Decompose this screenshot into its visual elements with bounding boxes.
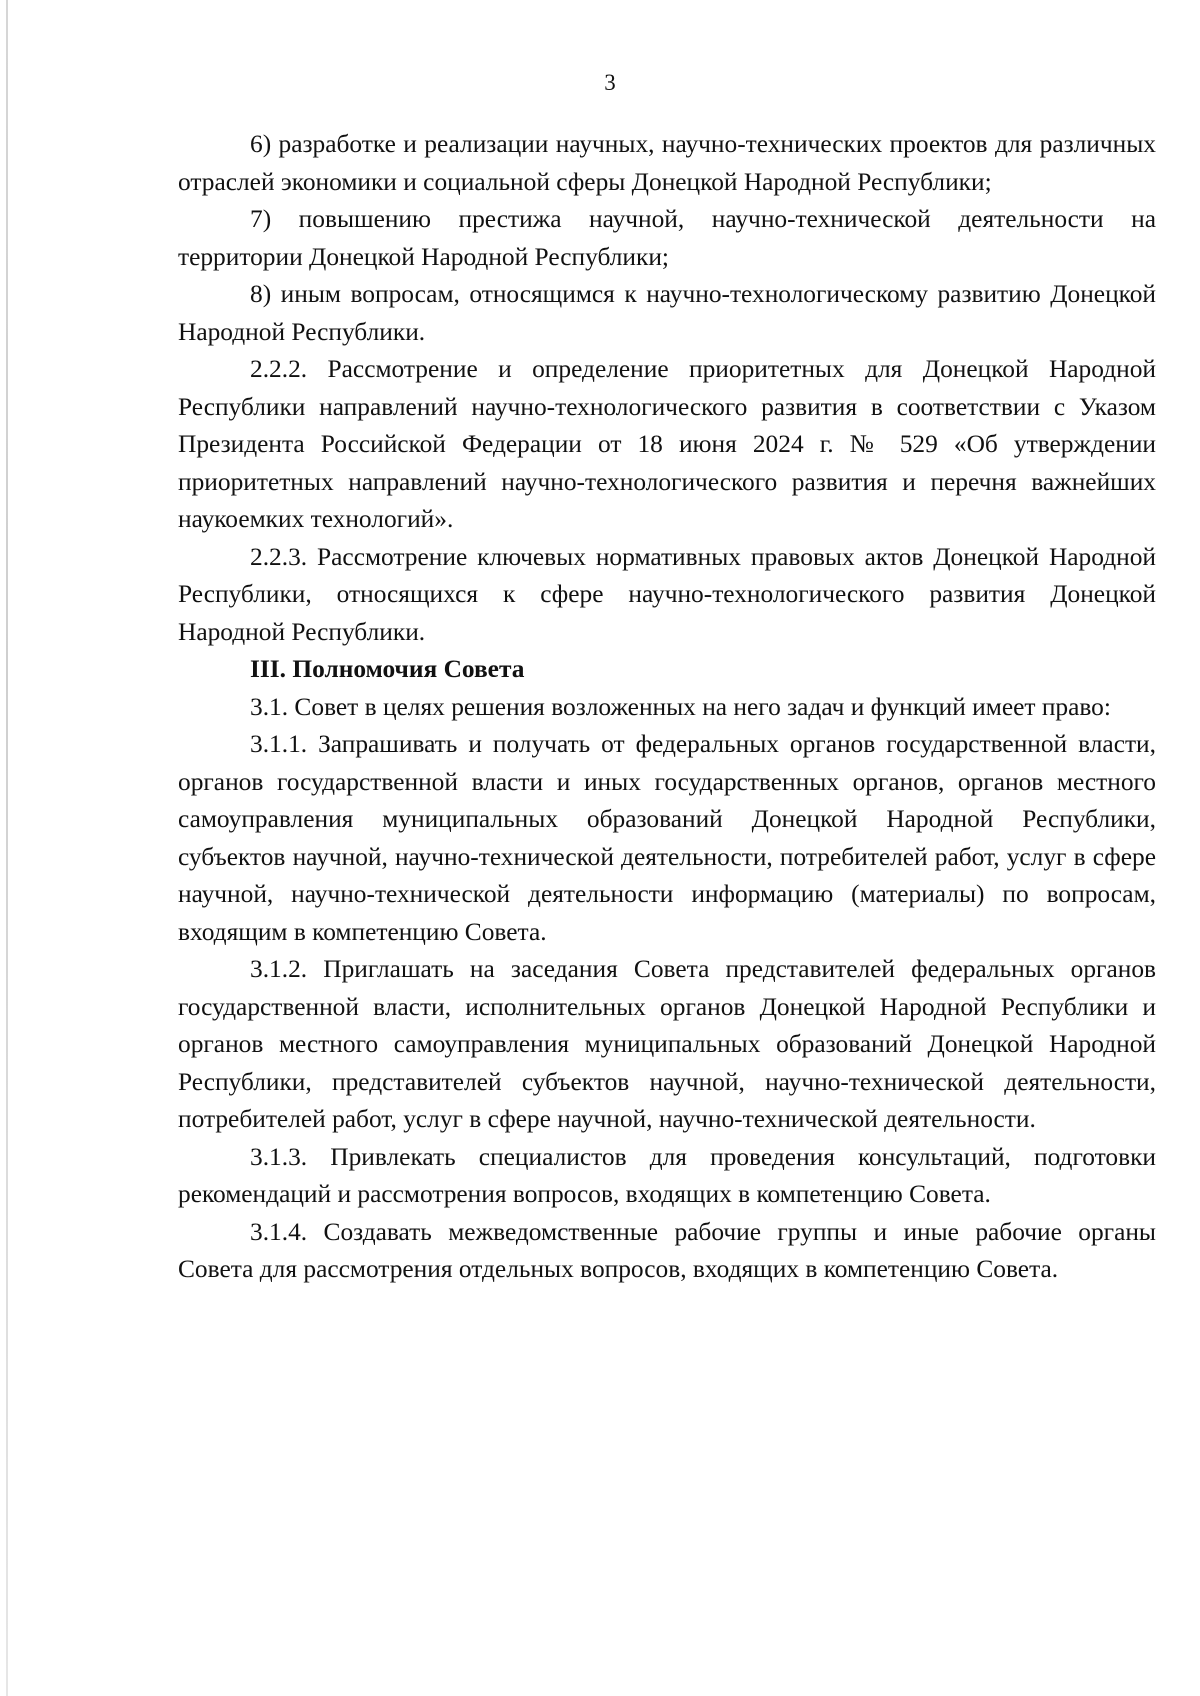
paragraph-3-1-2: 3.1.2. Приглашать на заседания Совета представителей федеральных органов государственной власти, исполнительных органов Донецкой Народной Республики и органов местного самоуправления муниципальных образований Донецкой Народной Республики, представителей субъектов научной, научно-технической деятельности, потребителей работ, услуг в сфере научной, научно-технической деятельности. (178, 955, 1156, 1133)
paragraph-3-1-3: 3.1.3. Привлекать специалистов для проведения консультаций, подготовки рекомендаций и рассмотрения вопросов, входящих в компетенцию Совета. (178, 1142, 1156, 1208)
document-body (178, 126, 1156, 1289)
section-heading: III. Полномочия Совета (250, 655, 525, 683)
paragraph-3-1-1: 3.1.1. Запрашивать и получать от федеральных органов государственной власти, органов государственной власти и иных государственных органов, органов местного самоуправления муниципальных образований Донецкой Народной Республики, субъектов научной, научно-технической деятельности, потребителей работ, услуг в сфере научной, научно-технической деятельности информацию (материалы) по вопросам, входящим в компетенцию Совета. (178, 730, 1156, 946)
paragraph-2-2-2: 2.2.2. Рассмотрение и определение приоритетных для Донецкой Народной Республики направлений научно-технологического развития в соответствии с Указом Президента Российской Федерации от 18 июня 2024 г. № 529 «Об утверждении приоритетных направлений научно-технологического развития и перечня важнейших наукоемких технологий». (178, 355, 1156, 533)
paragraph-3-1-4: 3.1.4. Создавать межведомственные рабочие группы и иные рабочие органы Совета для рассмотрения отдельных вопросов, входящих в компетенцию Совета. (178, 1217, 1156, 1283)
paragraph-item-8: 8) иным вопросам, относящимся к научно-технологическому развитию Донецкой Народной Республики. (178, 280, 1156, 346)
page-number: 3 (604, 70, 616, 95)
scan-edge-shadow (6, 0, 8, 1696)
paragraph-3-1: 3.1. Совет в целях решения возложенных на него задач и функций имеет право: (250, 692, 1111, 721)
paragraph-item-6: 6) разработке и реализации научных, научно-технических проектов для различных отраслей экономики и социальной сферы Донецкой Народной Республики; (178, 130, 1156, 196)
paragraph-2-2-3: 2.2.3. Рассмотрение ключевых нормативных правовых актов Донецкой Народной Республики, относящихся к сфере научно-технологического развития Донецкой Народной Республики. (178, 542, 1156, 646)
paragraph-item-7: 7) повышению престижа научной, научно-технической деятельности на территории Донецкой Народной Республики; (178, 205, 1156, 271)
